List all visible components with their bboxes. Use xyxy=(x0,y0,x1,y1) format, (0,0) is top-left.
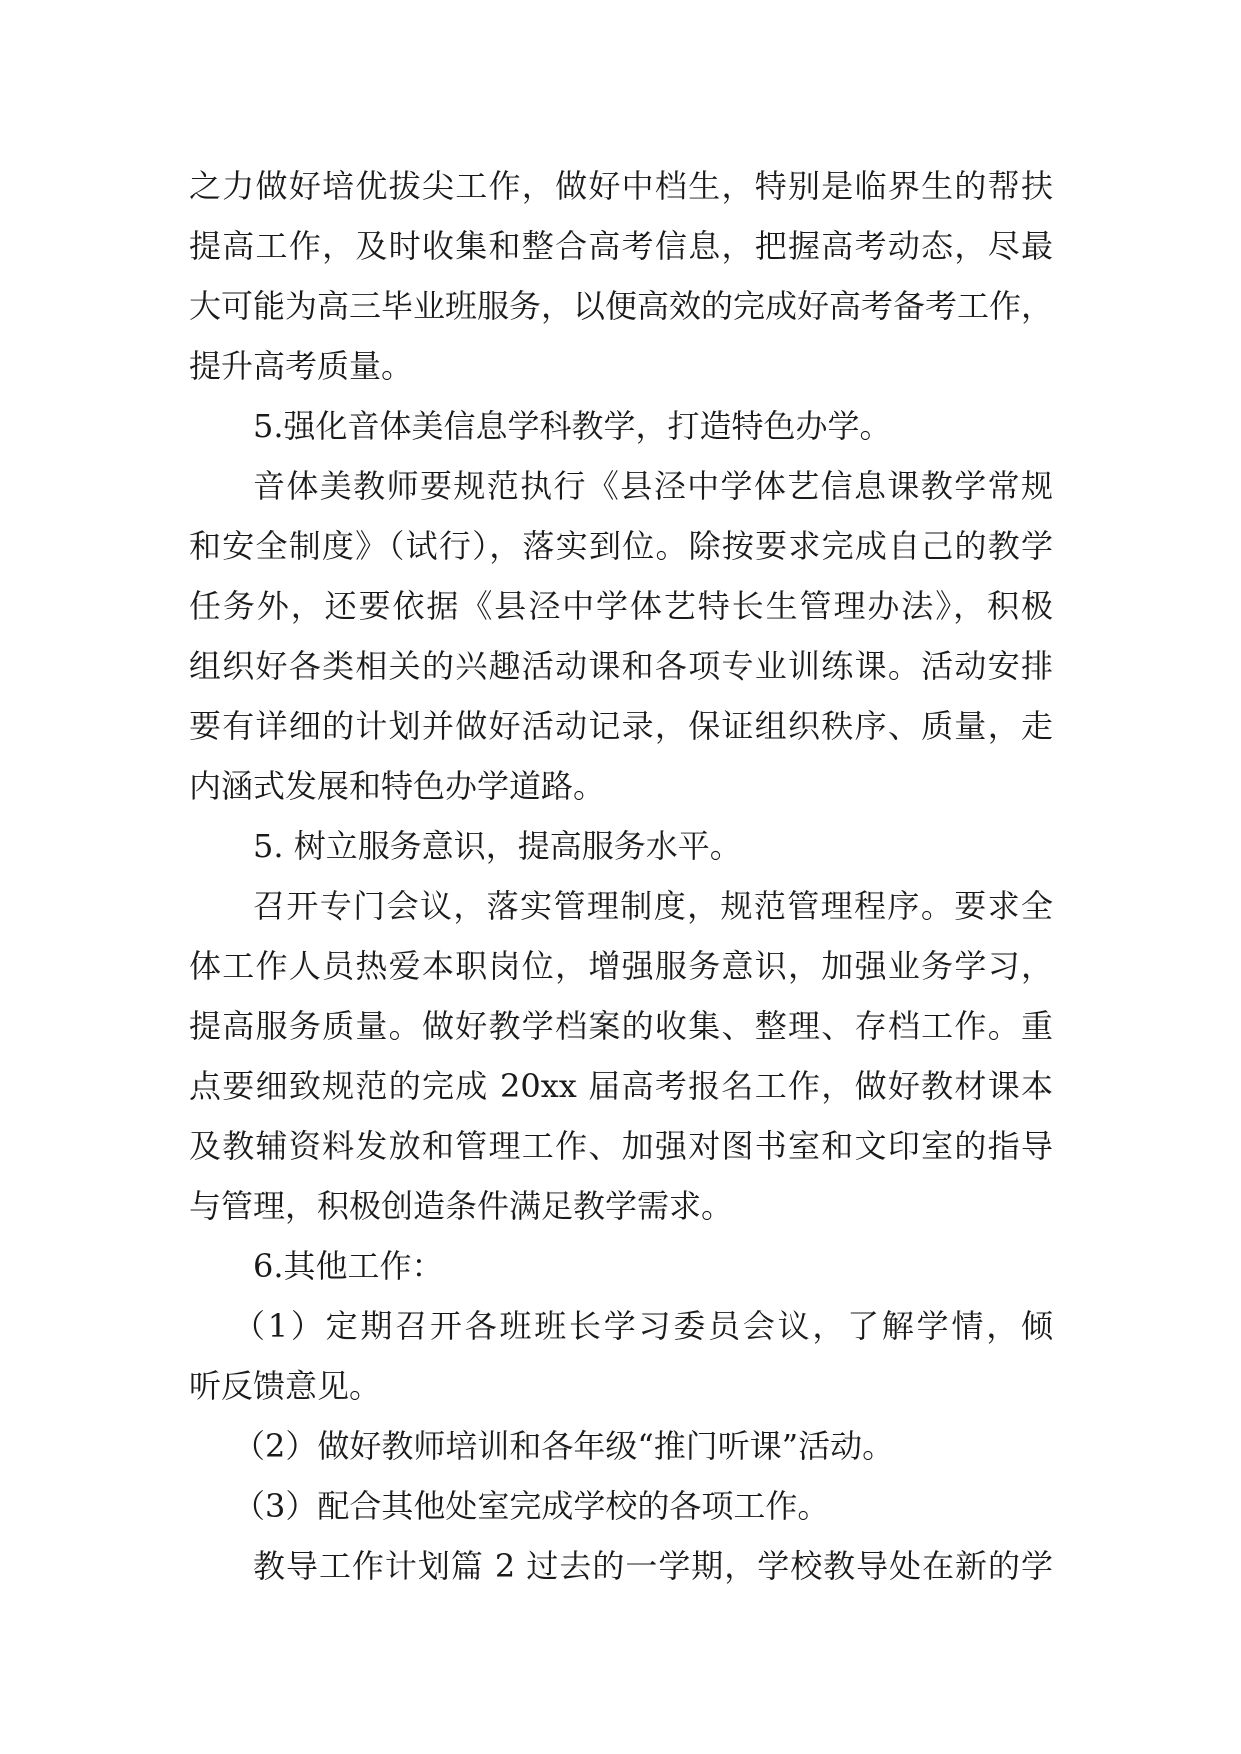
document-body xyxy=(189,156,1053,1596)
paragraph-line: 听反馈意见。 xyxy=(189,1367,382,1405)
section-heading: 6.其他工作： xyxy=(253,1247,444,1285)
paragraph-line: 及教辅资料发放和管理工作、加强对图书室和文印室的指导 xyxy=(189,1127,1053,1165)
section-heading: 5. 树立服务意识，提高服务水平。 xyxy=(253,827,742,865)
paragraph-line: 与管理，积极创造条件满足教学需求。 xyxy=(189,1187,734,1225)
list-item: （1）定期召开各班班长学习委员会议，了解学情，倾 xyxy=(233,1307,1053,1345)
list-item: （3）配合其他处室完成学校的各项工作。 xyxy=(233,1487,830,1525)
paragraph-line: 点要细致规范的完成 20xx 届高考报名工作，做好教材课本 xyxy=(189,1067,1053,1105)
section-heading: 5.强化音体美信息学科教学，打造特色办学。 xyxy=(253,407,892,445)
paragraph-line: 音体美教师要规范执行《县泾中学体艺信息课教学常规 xyxy=(253,467,1053,505)
paragraph-line: 要有详细的计划并做好活动记录，保证组织秩序、质量，走 xyxy=(189,707,1053,745)
paragraph-line: 提高服务质量。做好教学档案的收集、整理、存档工作。重 xyxy=(189,1007,1053,1045)
paragraph-line: 内涵式发展和特色办学道路。 xyxy=(189,767,606,805)
list-item: （2）做好教师培训和各年级“推门听课”活动。 xyxy=(233,1427,895,1465)
paragraph-line: 教导工作计划篇 2 过去的一学期，学校教导处在新的学 xyxy=(253,1547,1053,1585)
paragraph-line: 大可能为高三毕业班服务，以便高效的完成好高考备考工作， xyxy=(189,287,1053,325)
paragraph-line: 提高工作，及时收集和整合高考信息，把握高考动态，尽最 xyxy=(189,227,1053,265)
paragraph-line: 体工作人员热爱本职岗位，增强服务意识，加强业务学习， xyxy=(189,947,1053,985)
paragraph-line: 召开专门会议，落实管理制度，规范管理程序。要求全 xyxy=(253,887,1053,925)
paragraph-line: 任务外，还要依据《县泾中学体艺特长生管理办法》，积极 xyxy=(189,587,1053,625)
paragraph-line: 和安全制度》（试行），落实到位。除按要求完成自己的教学 xyxy=(189,527,1053,565)
paragraph-line: 之力做好培优拔尖工作，做好中档生，特别是临界生的帮扶 xyxy=(189,167,1053,205)
paragraph-line: 提升高考质量。 xyxy=(189,347,414,385)
paragraph-line: 组织好各类相关的兴趣活动课和各项专业训练课。活动安排 xyxy=(189,647,1053,685)
